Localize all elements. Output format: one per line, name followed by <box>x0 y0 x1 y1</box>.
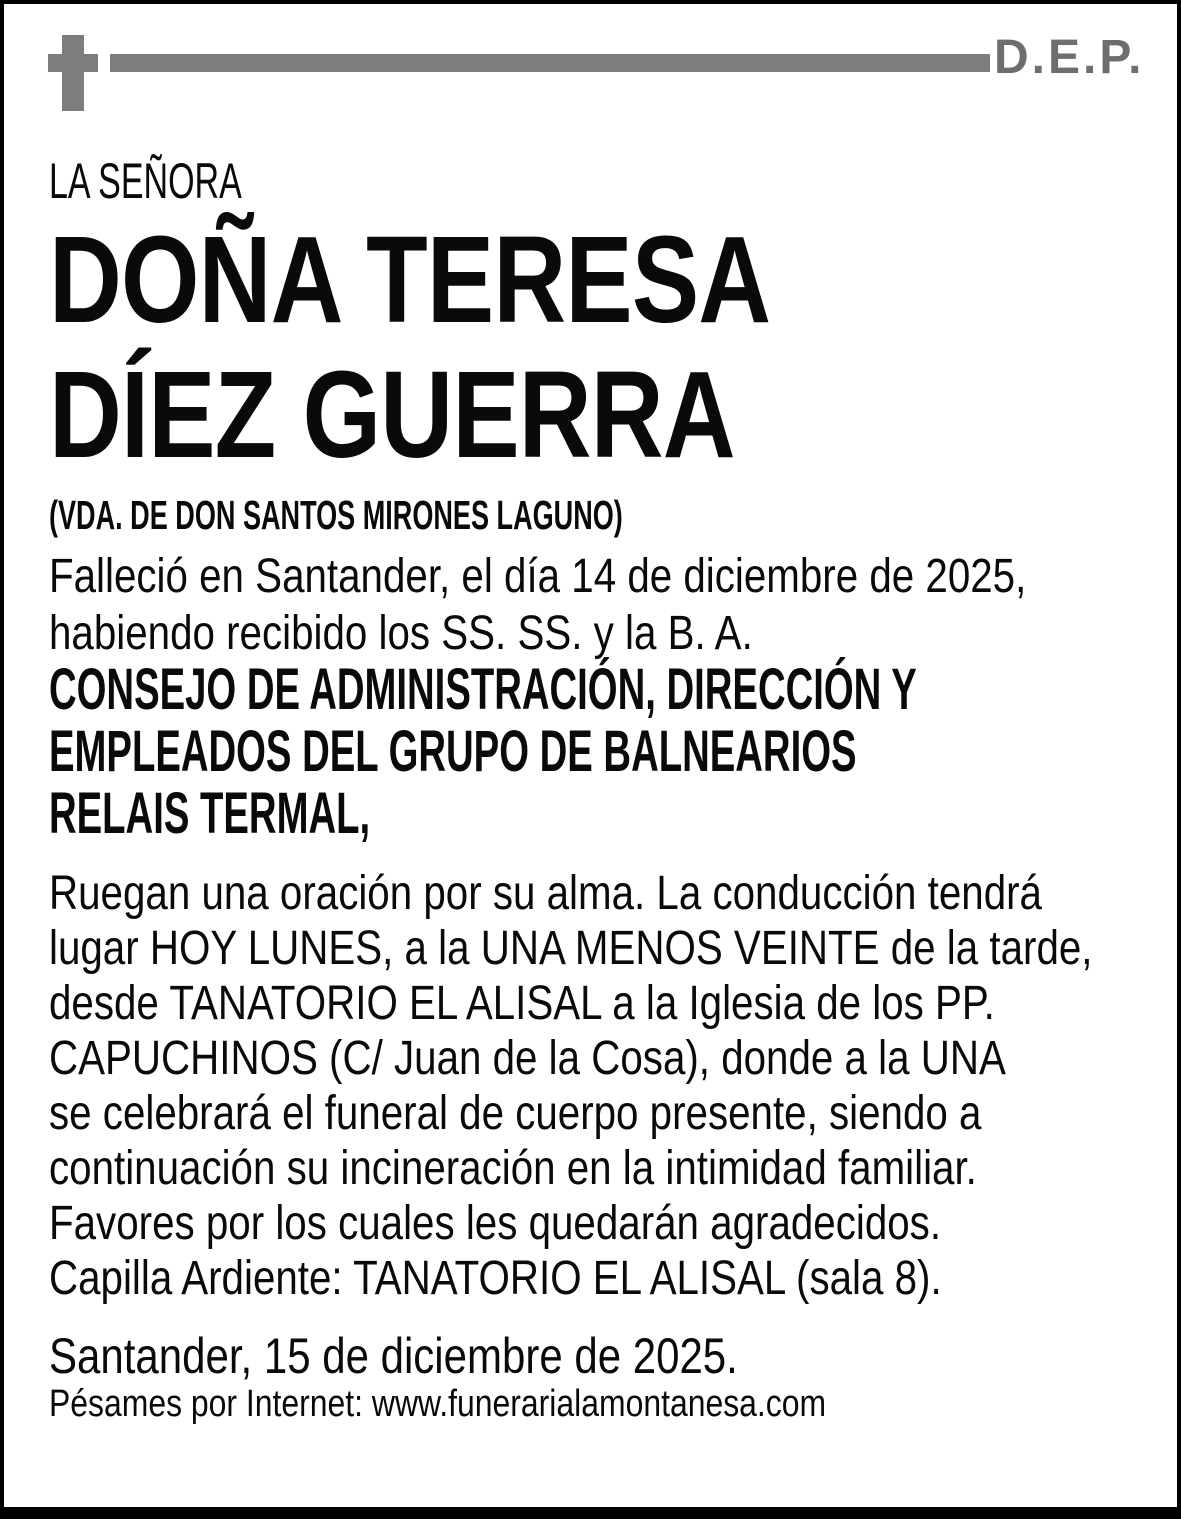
funeral-details-line-4: CAPUCHINOS (C/ Juan de la Cosa), donde a la UNA <box>49 1032 1006 1085</box>
cross-icon-horizontal <box>48 54 98 72</box>
funeral-details-line-2: lugar HOY LUNES, a la UNA MENOS VEINTE de la tarde, <box>49 922 1093 975</box>
condolences-line <box>49 1384 974 1426</box>
deceased-name-line-1: DOÑA TERESA <box>49 212 771 349</box>
header-rule <box>110 54 990 72</box>
relation-line <box>49 492 918 539</box>
funeral-details <box>49 866 1181 1306</box>
dateline-text: Santander, 15 de diciembre de 2025. <box>49 1328 738 1384</box>
dep-label: D.E.P. <box>994 31 1145 84</box>
mourners-line-3: RELAIS TERMAL, <box>49 781 371 846</box>
funeral-details-line-5: se celebrará el funeral de cuerpo presente, siendo a <box>49 1087 982 1140</box>
deceased-name <box>49 213 929 483</box>
death-notice <box>49 548 1181 662</box>
mourners-line-1: CONSEJO DE ADMINISTRACIÓN, DIRECCIÓN Y <box>49 657 917 722</box>
funeral-details-line-6: continuación su incineración en la intimidad familiar. <box>49 1142 977 1195</box>
deceased-name-line-2: DÍEZ GUERRA <box>49 347 735 484</box>
funeral-details-line-3: desde TANATORIO EL ALISAL a la Iglesia de los PP. <box>49 977 995 1030</box>
condolences-text: Pésames por Internet: www.funerarialamontanesa.com <box>49 1383 827 1425</box>
funeral-details-line-1: Ruegan una oración por su alma. La conducción tendrá <box>49 867 1042 920</box>
funeral-details-line-8: Capilla Ardiente: TANATORIO EL ALISAL (sala 8). <box>49 1252 942 1305</box>
mourners-block <box>49 659 1181 845</box>
dateline <box>49 1329 869 1384</box>
mourners-line-2: EMPLEADOS DEL GRUPO DE BALNEARIOS <box>49 719 857 784</box>
pre-title <box>49 154 332 209</box>
funeral-details-line-7: Favores por los cuales les quedarán agradecidos. <box>49 1197 942 1250</box>
death-notice-line-1: Falleció en Santander, el día 14 de diciembre de 2025, <box>49 550 1027 603</box>
pre-title-text: LA SEÑORA <box>49 153 242 209</box>
death-notice-line-2: habiendo recibido los SS. SS. y la B. A. <box>49 607 753 660</box>
cross-icon-vertical <box>62 35 84 111</box>
relation-text: (VDA. DE DON SANTOS MIRONES LAGUNO) <box>49 492 623 538</box>
